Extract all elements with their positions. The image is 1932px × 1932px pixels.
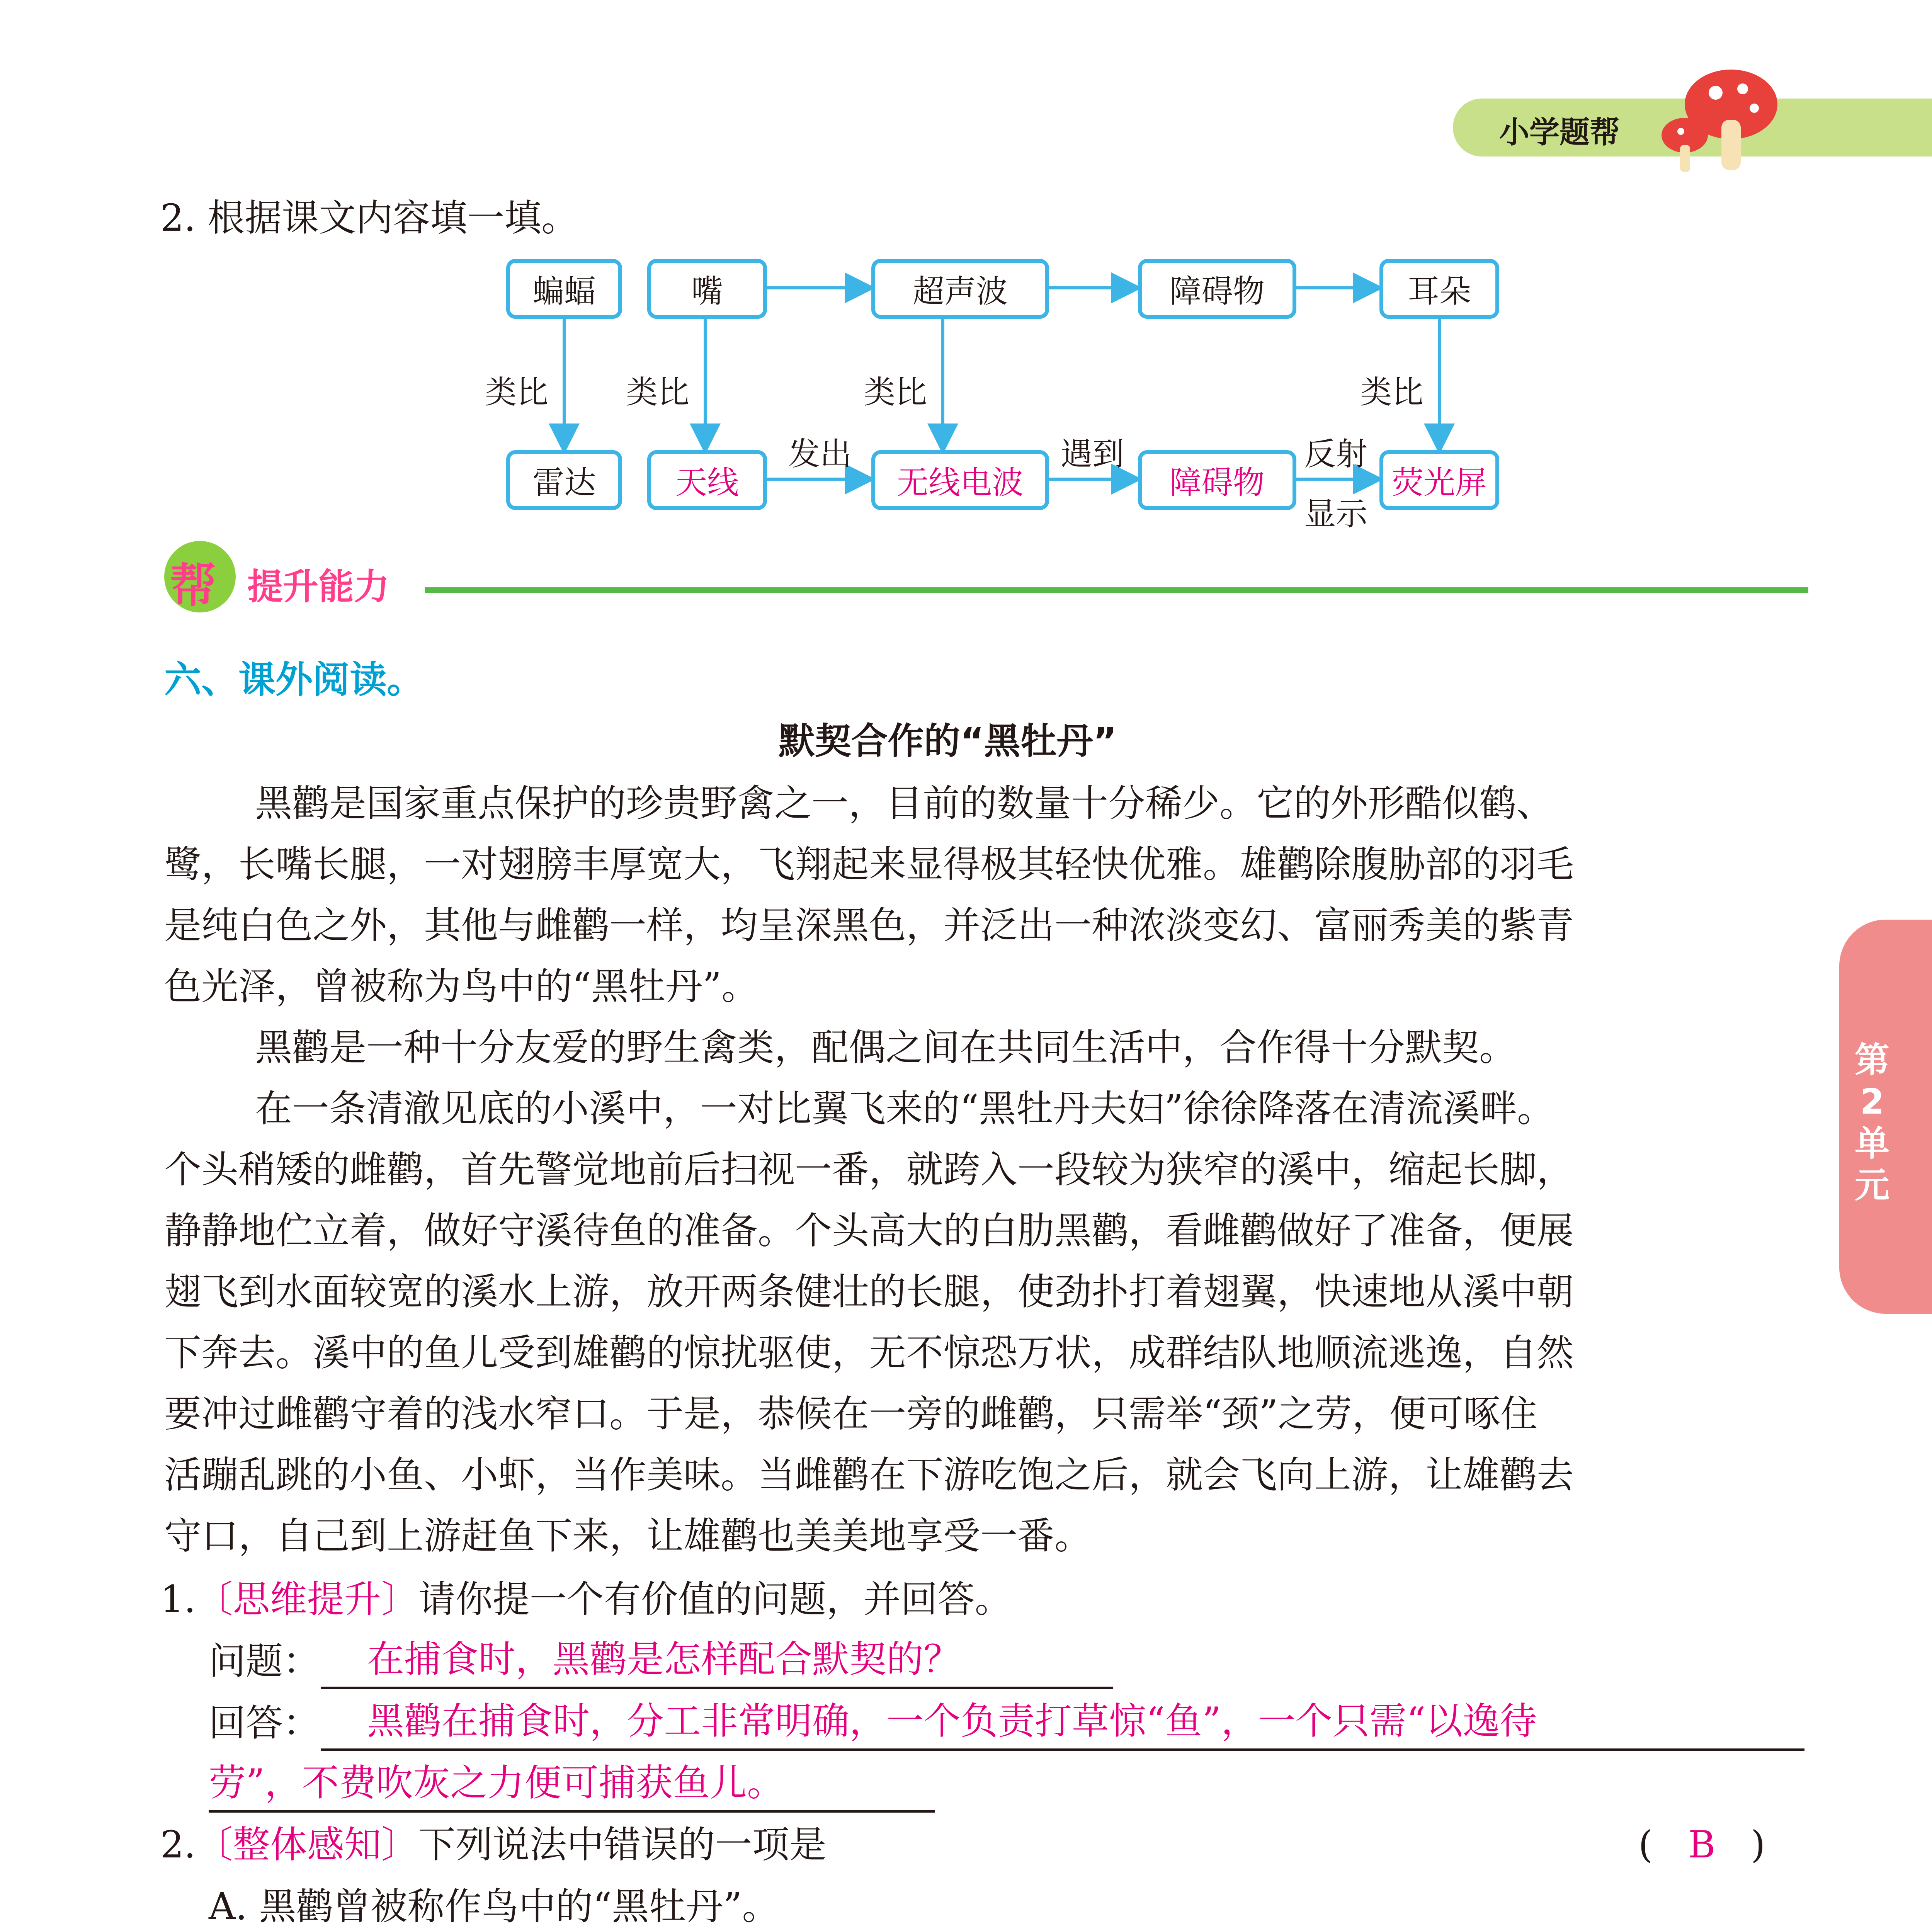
analogy-label-4: 类比 xyxy=(1360,374,1424,411)
reading-line-9: 翅飞到水面较宽的溪水上游，放开两条健壮的长腿，使劲扑打着翅翼，快速地从溪中朝 xyxy=(164,1270,1574,1313)
reading-line-13: 守口，自己到上游赶鱼下来，让雄鹳也美美地享受一番。 xyxy=(164,1514,1092,1558)
reading-line-11: 要冲过雌鹳守着的浅水窄口。于是，恭候在一旁的雌鹳，只需举“颈”之劳，便可啄住 xyxy=(164,1392,1538,1435)
q1-answer-line-2[interactable]: 劳”，不费吹灰之力便可捕获鱼儿。 xyxy=(209,1761,784,1804)
section-divider xyxy=(425,587,1808,593)
reading-title: 默契合作的“黑牡丹” xyxy=(779,720,1117,762)
reading-heading: 六、课外阅读。 xyxy=(164,658,424,701)
q1-answer-underline-2 xyxy=(209,1810,935,1813)
reading-line-1: 黑鹳是国家重点保护的珍贵野禽之一，目前的数量十分稀少。它的外形酷似鹤、 xyxy=(255,782,1553,825)
q1-line xyxy=(160,1569,1012,1630)
q1-answer-label: 回答： xyxy=(209,1701,320,1745)
reading-line-3: 是纯白色之外，其他与雌鹳一样，均呈深黑色，并泛出一种浓淡变幻、富丽秀美的紫青 xyxy=(164,904,1574,947)
q2-number: 2. xyxy=(160,1823,196,1866)
flow-box-ears: 耳朵 xyxy=(1379,259,1499,319)
q2-tag: 〔整体感知〕 xyxy=(196,1823,418,1866)
edge-label-display: 显示 xyxy=(1304,496,1368,532)
reading-line-6: 在一条清澈见底的小溪中，一对比翼飞来的“黑牡丹夫妇”徐徐降落在清流溪畔。 xyxy=(255,1087,1554,1130)
q1-question-underline xyxy=(321,1687,1113,1689)
reading-line-10: 下奔去。溪中的鱼儿受到雄鹳的惊扰驱使，无不惊恐万状，成群结队地顺流逃逸，自然 xyxy=(164,1331,1574,1374)
q1-answer-underline-1 xyxy=(321,1748,1804,1751)
q2-line xyxy=(160,1814,827,1875)
flow-box-mouth: 嘴 xyxy=(647,259,767,319)
q1-question-answer[interactable]: 在捕食时，黑鹳是怎样配合默契的？ xyxy=(367,1638,961,1681)
q1-tag: 〔思维提升〕 xyxy=(196,1578,418,1621)
section-badge-text: 帮 xyxy=(170,559,216,613)
edge-label-meet: 遇到 xyxy=(1061,436,1124,473)
reading-line-12: 活蹦乱跳的小鱼、小虾，当作美味。当雌鹳在下游吃饱之后，就会飞向上游，让雄鹳去 xyxy=(164,1453,1574,1497)
q2-answer: B xyxy=(1688,1823,1716,1866)
analogy-label-3: 类比 xyxy=(864,374,927,411)
reading-line-2: 鹭，长嘴长腿，一对翅膀丰厚宽大，飞翔起来显得极其轻快优雅。雄鹳除腹胁部的羽毛 xyxy=(164,843,1574,886)
q2-option-a: A. 黑鹳曾被称作鸟中的“黑牡丹”。 xyxy=(209,1885,779,1928)
reading-line-4: 色光泽，曾被称为鸟中的“黑牡丹”。 xyxy=(164,965,759,1008)
flow-box-radar: 雷达 xyxy=(506,450,622,510)
q2-answer-bracket[interactable]: ( B ) xyxy=(1638,1823,1765,1866)
flow-box-bat: 蝙蝠 xyxy=(506,259,622,319)
reading-line-7: 个头稍矮的雌鹳，首先警觉地前后扫视一番，就跨入一段较为狭窄的溪中，缩起长脚， xyxy=(164,1148,1574,1191)
flow-box-ultrasound: 超声波 xyxy=(871,259,1049,319)
analogy-label-1: 类比 xyxy=(485,374,549,411)
q1-number: 1. xyxy=(160,1578,196,1621)
analogy-label-2: 类比 xyxy=(626,374,690,411)
edge-label-reflect: 反射 xyxy=(1304,436,1368,473)
reading-line-5: 黑鹳是一种十分友爱的野生禽类，配偶之间在共同生活中，合作得十分默契。 xyxy=(255,1026,1516,1069)
q1-answer-line-1[interactable]: 黑鹳在捕食时，分工非常明确，一个负责打草惊“鱼”，一个只需“以逸待 xyxy=(367,1699,1537,1743)
edge-label-emit: 发出 xyxy=(788,436,852,473)
flow-answer-obstacle: 障碍物 xyxy=(1138,450,1296,510)
brand-label: 小学题帮 xyxy=(1499,115,1620,150)
section-title: 提升能力 xyxy=(247,566,390,607)
q2-prompt: 下列说法中错误的一项是 xyxy=(418,1823,827,1866)
unit-side-label: 第2单元 xyxy=(1855,1040,1889,1206)
flow-answer-radiowave: 无线电波 xyxy=(871,450,1049,510)
flow-box-obstacle: 障碍物 xyxy=(1138,259,1296,319)
flow-answer-antenna: 天线 xyxy=(647,450,767,510)
flow-answer-screen: 荧光屏 xyxy=(1379,450,1499,510)
reading-line-8: 静静地伫立着，做好守溪待鱼的准备。个头高大的白肋黑鹳，看雌鹳做好了准备，便展 xyxy=(164,1209,1574,1252)
q1-prompt: 请你提一个有价值的问题，并回答。 xyxy=(418,1578,1012,1621)
q1-question-label: 问题： xyxy=(209,1639,320,1683)
q2-fill-title: 2. 根据课文内容填一填。 xyxy=(160,196,579,240)
